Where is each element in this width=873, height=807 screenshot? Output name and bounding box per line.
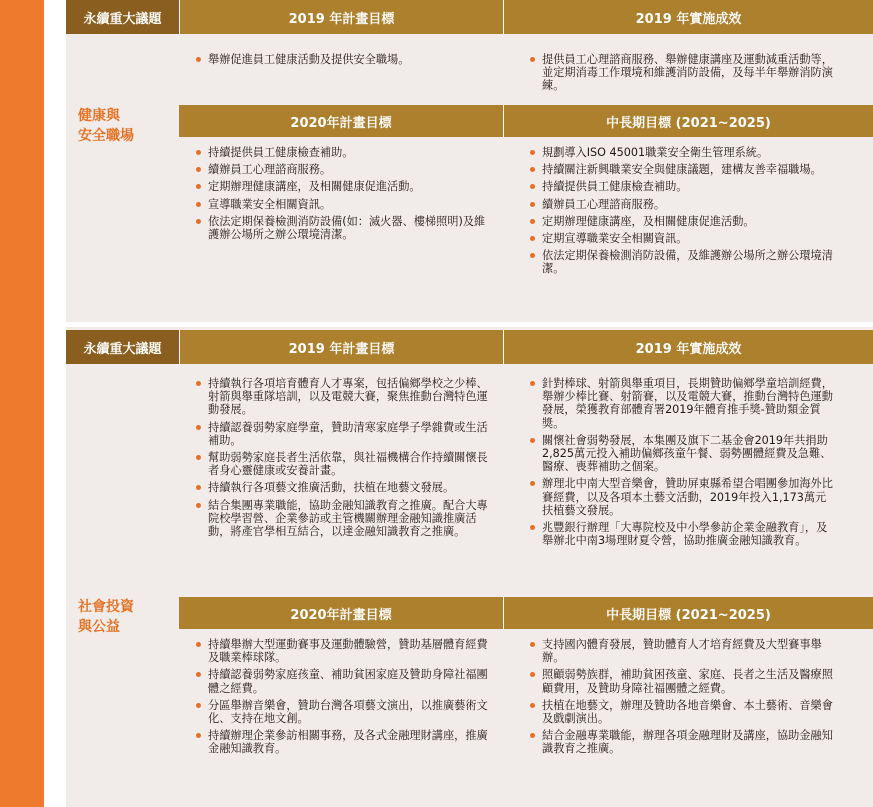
bullet-icon xyxy=(530,525,535,530)
list-item: 支持國內體育發展，贊助體育人才培育經費及大型賽事舉辦。 xyxy=(528,638,836,664)
bullet-icon xyxy=(196,150,201,155)
bullet-icon xyxy=(196,381,201,386)
bullet-icon xyxy=(196,57,201,62)
list-item: 規劃導入ISO 45001職業安全衛生管理系統。 xyxy=(528,146,836,159)
plan-2020-list xyxy=(194,638,494,760)
list-item: 續辦員工心理諮商服務。 xyxy=(194,163,494,176)
list-item: 持續舉辦大型運動賽事及運動體驗營，贊助基層體育經費及職業棒球隊。 xyxy=(194,638,494,664)
bullet-icon xyxy=(530,672,535,677)
list-item: 照顧弱勢族群，補助貧困孩童、家庭、長者之生活及醫療照顧費用，及贊助身障社福團體之經費。 xyxy=(528,668,836,694)
list-item: 辦理北中南大型音樂會，贊助屏東縣希望合唱團參加海外比賽經費，以及各項本土藝文活動，2019年投入1,173萬元扶植藝文發展。 xyxy=(528,477,836,517)
mid-long-list xyxy=(528,638,836,760)
list-item: 分區舉辦音樂會，贊助台灣各項藝文演出，以推廣藝術文化、支持在地文創。 xyxy=(194,699,494,725)
bullet-icon xyxy=(530,481,535,486)
list-item: 持續辦理企業參訪相關事務，及各式金融理財講座，推廣金融知識教育。 xyxy=(194,729,494,755)
header-plan-2019: 2019 年計畫目標 xyxy=(179,0,503,34)
list-item: 兆豐銀行辦理「大專院校及中小學參訪企業金融教育」，及舉辦北中南3場理財夏令營，協助推廣金融知識教育。 xyxy=(528,521,836,547)
table-header xyxy=(66,330,873,364)
bullet-icon xyxy=(530,703,535,708)
bullet-icon xyxy=(530,57,535,62)
list-item: 持續提供員工健康檢查補助。 xyxy=(194,146,494,159)
list-item: 持續執行各項培育體育人才專案，包括偏鄉學校之少棒、射箭與舉重隊培訓，以及電競大賽，聚焦推動台灣特色運動發展。 xyxy=(194,377,494,417)
bullet-icon xyxy=(530,236,535,241)
list-item: 宣導職業安全相關資訊。 xyxy=(194,198,494,211)
header-issue: 永續重大議題 xyxy=(66,330,179,364)
plan-2019-list xyxy=(194,377,494,542)
list-item: 依法定期保養檢測消防設備(如：滅火器、樓梯照明)及維護辦公場所之辦公環境清潔。 xyxy=(194,215,494,241)
sustainability-table xyxy=(66,0,873,807)
issue-title: 健康與 安全職場 xyxy=(78,108,134,144)
bullet-icon xyxy=(196,703,201,708)
bullet-icon xyxy=(196,167,201,172)
list-item: 針對棒球、射箭與舉重項目，長期贊助偏鄉學童培訓經費，舉辦少棒比賽、射箭賽，以及電競大賽，推動台灣特色運動發展，榮獲教育部體育署2019年體育推手獎-贊助類金質獎。 xyxy=(528,377,836,430)
bullet-icon xyxy=(530,733,535,738)
list-item: 續辦員工心理諮商服務。 xyxy=(528,198,836,211)
bullet-icon xyxy=(530,219,535,224)
list-item: 依法定期保養檢測消防設備，及維護辦公場所之辦公環境清潔。 xyxy=(528,249,836,275)
header-plan-2019: 2019 年計畫目標 xyxy=(179,330,503,364)
bullet-icon xyxy=(530,167,535,172)
list-item: 幫助弱勢家庭長者生活依靠，與社福機構合作持續關懷長者身心靈健康或安養計畫。 xyxy=(194,451,494,477)
subheader-plan-2020: 2020年計畫目標 xyxy=(179,597,503,629)
result-2019-list xyxy=(528,53,836,97)
list-item: 結合集團專業職能，協助金融知識教育之推廣。配合大專院校學習營、企業參訪或主管機關辦理金融知識推廣活動，將產官學相互結合，以達金融知識教育之推廣。 xyxy=(194,499,494,539)
subheader-plan-2020: 2020年計畫目標 xyxy=(179,105,503,137)
list-item: 扶植在地藝文，辦理及贊助各地音樂會、本土藝術、音樂會及戲劇演出。 xyxy=(528,699,836,725)
bullet-icon xyxy=(196,425,201,430)
subheader-mid-long: 中長期目標 (2021~2025) xyxy=(503,105,873,137)
section-health-safety xyxy=(66,0,873,322)
subheader-mid-long: 中長期目標 (2021~2025) xyxy=(503,597,873,629)
list-item: 持續執行各項藝文推廣活動，扶植在地藝文發展。 xyxy=(194,481,494,494)
bullet-icon xyxy=(530,438,535,443)
bullet-icon xyxy=(196,219,201,224)
list-item: 持續提供員工健康檢查補助。 xyxy=(528,180,836,193)
list-item: 舉辦促進員工健康活動及提供安全職場。 xyxy=(194,53,494,66)
plan-2020-list xyxy=(194,146,494,245)
bullet-icon xyxy=(196,485,201,490)
mid-long-list xyxy=(528,146,836,280)
list-item: 持續關注新興職業安全與健康議題，建構友善幸福職場。 xyxy=(528,163,836,176)
bullet-icon xyxy=(530,642,535,647)
bullet-icon xyxy=(530,253,535,258)
header-result-2019: 2019 年實施成效 xyxy=(503,0,873,34)
list-item: 定期辦理健康講座，及相關健康促進活動。 xyxy=(528,215,836,228)
list-item: 結合金融專業職能，辦理各項金融理財及講座，協助金融知識教育之推廣。 xyxy=(528,729,836,755)
list-item: 關懷社會弱勢發展，本集團及旗下二基金會2019年共捐助2,825萬元投入補助偏鄉孩童午餐、弱勢團體經費及急難、醫療、喪葬補助之個案。 xyxy=(528,434,836,474)
list-item: 提供員工心理諮商服務、舉辦健康講座及運動減重活動等，並定期消毒工作環境和維護消防設備，及每半年舉辦消防演練。 xyxy=(528,53,836,93)
list-item: 定期宣導職業安全相關資訊。 xyxy=(528,232,836,245)
bullet-icon xyxy=(196,642,201,647)
result-2019-list xyxy=(528,377,836,551)
bullet-icon xyxy=(196,455,201,460)
list-item: 持續認養弱勢家庭學童，贊助清寒家庭學子學雜費或生活補助。 xyxy=(194,421,494,447)
bullet-icon xyxy=(196,202,201,207)
plan-2019-list xyxy=(194,53,494,70)
bullet-icon xyxy=(530,150,535,155)
issue-title: 社會投資 與公益 xyxy=(78,599,134,635)
bullet-icon xyxy=(530,381,535,386)
bullet-icon xyxy=(530,184,535,189)
bullet-icon xyxy=(196,733,201,738)
list-item: 持續認養弱勢家庭孩童、補助貧困家庭及贊助身障社福團體之經費。 xyxy=(194,668,494,694)
left-accent-stripe xyxy=(0,0,44,807)
bullet-icon xyxy=(196,672,201,677)
bullet-icon xyxy=(196,503,201,508)
header-result-2019: 2019 年實施成效 xyxy=(503,330,873,364)
header-issue: 永續重大議題 xyxy=(66,0,179,34)
bullet-icon xyxy=(530,202,535,207)
section-social-investment xyxy=(66,327,873,807)
bullet-icon xyxy=(196,184,201,189)
table-header xyxy=(66,0,873,34)
list-item: 定期辦理健康講座，及相關健康促進活動。 xyxy=(194,180,494,193)
